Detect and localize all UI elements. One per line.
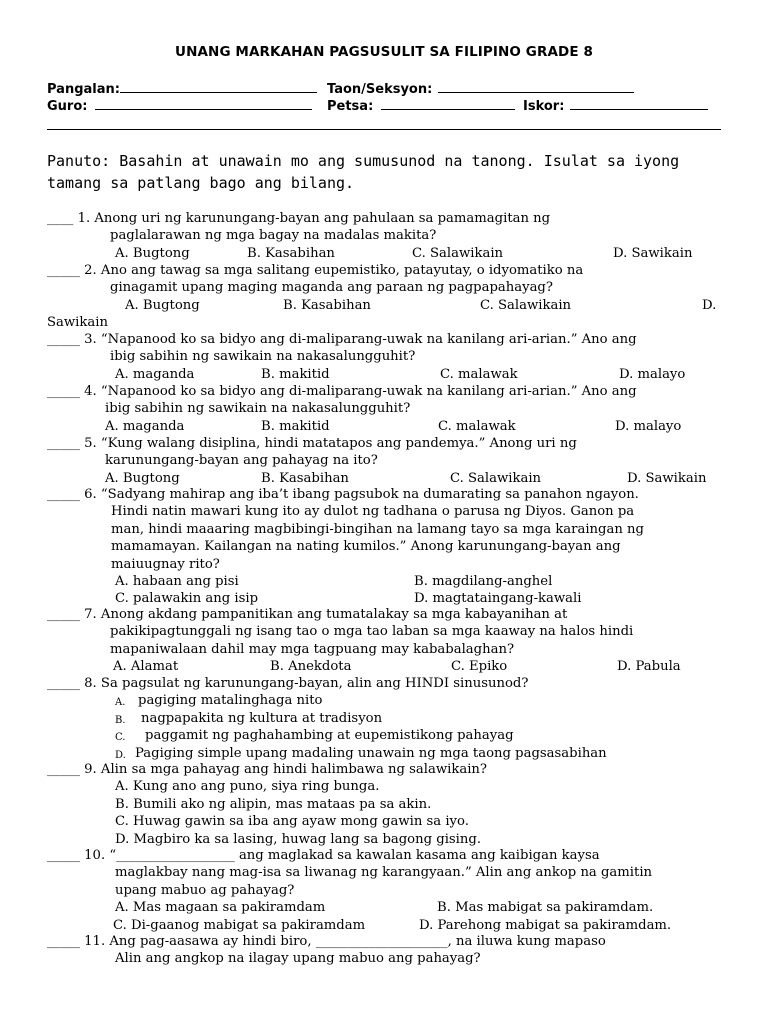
pangalan-label: Pangalan: <box>47 82 120 97</box>
question-6 <box>47 486 727 608</box>
question-text: Alin ang angkop na ilagay upang mabuo ang pahayag? <box>115 951 481 967</box>
question-8 <box>47 675 727 762</box>
option-b: B. makitid <box>261 366 330 382</box>
question-text: ____ 1. Anong uri ng karunungang-bayan ang pahulaan sa pamamagitan ng <box>47 211 551 226</box>
option-d: D. Pabula <box>617 659 681 675</box>
option-d: Pagiging simple upang madaling unawain ng mga taong pagsasabihan <box>135 745 607 761</box>
option-b: B. Bumili ako ng alipin, mas mataas pa sa akin. <box>115 796 432 812</box>
question-text: _____ 8. Sa pagsulat ng karunungang-bayan, alin ang HINDI sinusunod? <box>47 676 529 691</box>
option-a: A. Kung ano ang puno, siya ring bunga. <box>115 779 380 795</box>
option-b-letter: B. <box>115 714 126 726</box>
question-text: mamamayan. Kailangan na nating kumilos.” Anong karunungang-bayan ang <box>111 539 621 555</box>
option-b: B. makitid <box>261 418 330 434</box>
option-c-letter: C. <box>115 732 126 744</box>
question-text: ibig sabihin ng sawikain na nakasalungguhit? <box>110 349 416 365</box>
question-text: paglalarawan ng mga bagay na madalas makita? <box>110 228 437 244</box>
guro-label: Guro: <box>47 99 88 114</box>
question-text: ginagamit upang maging maganda ang paraan ng pagpapahayag? <box>110 280 553 296</box>
question-text: Hindi natin mawari kung ito ay dulot ng tadhana o parusa ng Diyos. Ganon pa <box>111 504 635 520</box>
option-c: C. Huwag gawin sa iba ang ayaw mong gawin sa iyo. <box>115 814 469 830</box>
option-b: B. Kasabihan <box>261 470 349 486</box>
option-b-row <box>47 710 727 727</box>
option-c: paggamit ng paghahambing at eupemistikong pahayag <box>145 728 514 744</box>
option-a: A. Bugtong <box>105 470 180 486</box>
taon-seksyon-label: Taon/Seksyon: <box>327 82 433 97</box>
option-d: D. <box>702 297 717 313</box>
option-c: C. malawak <box>438 418 516 434</box>
options <box>47 297 727 314</box>
page-title: UNANG MARKAHAN PAGSUSULIT SA FILIPINO GRADE 8 <box>175 44 593 60</box>
options <box>47 418 727 435</box>
option-b: B. Anekdota <box>270 659 352 675</box>
options <box>47 917 727 934</box>
directions: Panuto: Basahin at unawain mo ang sumusunod na tanong. Isulat sa iyong tamang sa patlang bago ang bilang. <box>47 152 680 192</box>
question-11 <box>47 933 727 968</box>
option-c: C. Salawikain <box>412 245 504 261</box>
question-5 <box>47 435 727 487</box>
option-d: D. malayo <box>615 418 682 434</box>
question-10 <box>47 847 727 934</box>
petsa-field[interactable] <box>327 97 515 114</box>
options <box>47 366 727 383</box>
option-a: A. Bugtong <box>125 297 200 313</box>
option-c: C. malawak <box>440 366 518 382</box>
question-text: _____ 5. “Kung walang disiplina, hindi matatapos ang pandemya.” Anong uri ng <box>47 436 577 451</box>
header-divider <box>47 129 721 130</box>
option-d: D. Sawikain <box>627 470 707 486</box>
option-d: D. malayo <box>619 366 686 382</box>
option-d-letter: D. <box>115 749 126 761</box>
question-9 <box>47 761 727 848</box>
options <box>47 245 727 262</box>
option-a: A. habaan ang pisi <box>115 573 239 589</box>
option-c: C. Di-gaanog mabigat sa pakiramdam <box>113 917 366 933</box>
question-4 <box>47 383 727 435</box>
option-d: D. Sawikain <box>613 245 693 261</box>
option-a: A. maganda <box>105 418 185 434</box>
option-b: B. Kasabihan <box>247 245 335 261</box>
option-c: C. Salawikain <box>450 470 542 486</box>
question-text: pakikipagtunggali ng isang tao o mga tao laban sa mga kaaway na halos hindi <box>110 624 634 640</box>
options <box>47 899 727 916</box>
option-a: A. Bugtong <box>115 245 190 261</box>
question-text: _____ 9. Alin sa mga pahayag ang hindi halimbawa ng salawikain? <box>47 762 487 777</box>
question-text: _____ 11. Ang pag-aasawa ay hindi biro, ____________________, na iluwa kung mapaso <box>47 934 606 949</box>
option-a: pagiging matalinghaga nito <box>138 693 323 709</box>
iskor-label: Iskor: <box>523 99 565 114</box>
question-2 <box>47 262 727 332</box>
options <box>47 573 727 590</box>
question-7 <box>47 606 727 676</box>
option-c: C. palawakin ang isip <box>115 591 259 607</box>
option-a-letter: A. <box>115 697 126 709</box>
question-text: _____ 2. Ano ang tawag sa mga salitang eupemistiko, patayutay, o idyomatiko na <box>47 263 584 278</box>
question-text: man, hindi maaaring magbibingi-bingihan na lamang tayo sa mga karaingan ng <box>111 521 644 537</box>
option-b: B. Mas mabigat sa pakiramdam. <box>437 900 654 916</box>
question-text: mapaniwalaan dahil may mga tagpuang may kababalaghan? <box>110 641 515 657</box>
question-text: karunungang-bayan ang pahayag na ito? <box>105 453 378 469</box>
option-a: A. Mas magaan sa pakiramdam <box>115 900 326 916</box>
question-1 <box>47 210 727 262</box>
question-3 <box>47 331 727 383</box>
options <box>47 470 727 487</box>
option-a: A. maganda <box>115 366 195 382</box>
guro-field[interactable] <box>47 97 312 114</box>
pangalan-field[interactable] <box>47 80 317 97</box>
question-text: maiuugnay rito? <box>111 556 220 572</box>
question-text: _____ 10. “__________________ ang maglakad sa kawalan kasama ang kaibigan kaysa <box>47 848 600 863</box>
option-a-row <box>47 692 727 709</box>
question-text: _____ 3. “Napanood ko sa bidyo ang di-maliparang-uwak na kanilang ari-arian.” Ano ang <box>47 332 637 347</box>
question-text: _____ 4. “Napanood ko sa bidyo ang di-maliparang-uwak na kanilang ari-arian.” Ano ang <box>47 384 637 399</box>
option-a: A. Alamat <box>113 659 179 675</box>
question-text: maglakbay nang mag-isa sa liwanag ng karangyaan.” Alin ang ankop na gamitin <box>115 865 653 881</box>
option-b: nagpapakita ng kultura at tradisyon <box>141 710 383 726</box>
question-text: _____ 7. Anong akdang pampanitikan ang tumatalakay sa mga kabayanihan at <box>47 607 568 622</box>
option-d: D. Magbiro ka sa lasing, huwag lang sa bagong gising. <box>115 831 482 847</box>
question-text: _____ 6. “Sadyang mahirap ang iba’t ibang pagsubok na dumarating sa panahon ngayon. <box>47 487 639 502</box>
option-b: B. Kasabihan <box>283 297 371 313</box>
question-text: ibig sabihin ng sawikain na nakasalungguhit? <box>105 401 411 417</box>
iskor-field[interactable] <box>523 97 708 114</box>
options <box>47 658 727 675</box>
question-text: upang mabuo ag pahayag? <box>115 882 295 898</box>
taon-seksyon-field[interactable] <box>327 80 634 97</box>
option-d-row <box>47 745 727 762</box>
petsa-label: Petsa: <box>327 99 374 114</box>
option-c-row <box>47 727 727 744</box>
option-c: C. Epiko <box>451 659 508 675</box>
option-d: D. magtataingang-kawali <box>414 591 582 607</box>
option-c: C. Salawikain <box>480 297 572 313</box>
option-d-wrap: Sawikain <box>47 315 108 331</box>
option-d: D. Parehong mabigat sa pakiramdam. <box>419 917 672 933</box>
option-b: B. magdilang-anghel <box>414 573 553 589</box>
